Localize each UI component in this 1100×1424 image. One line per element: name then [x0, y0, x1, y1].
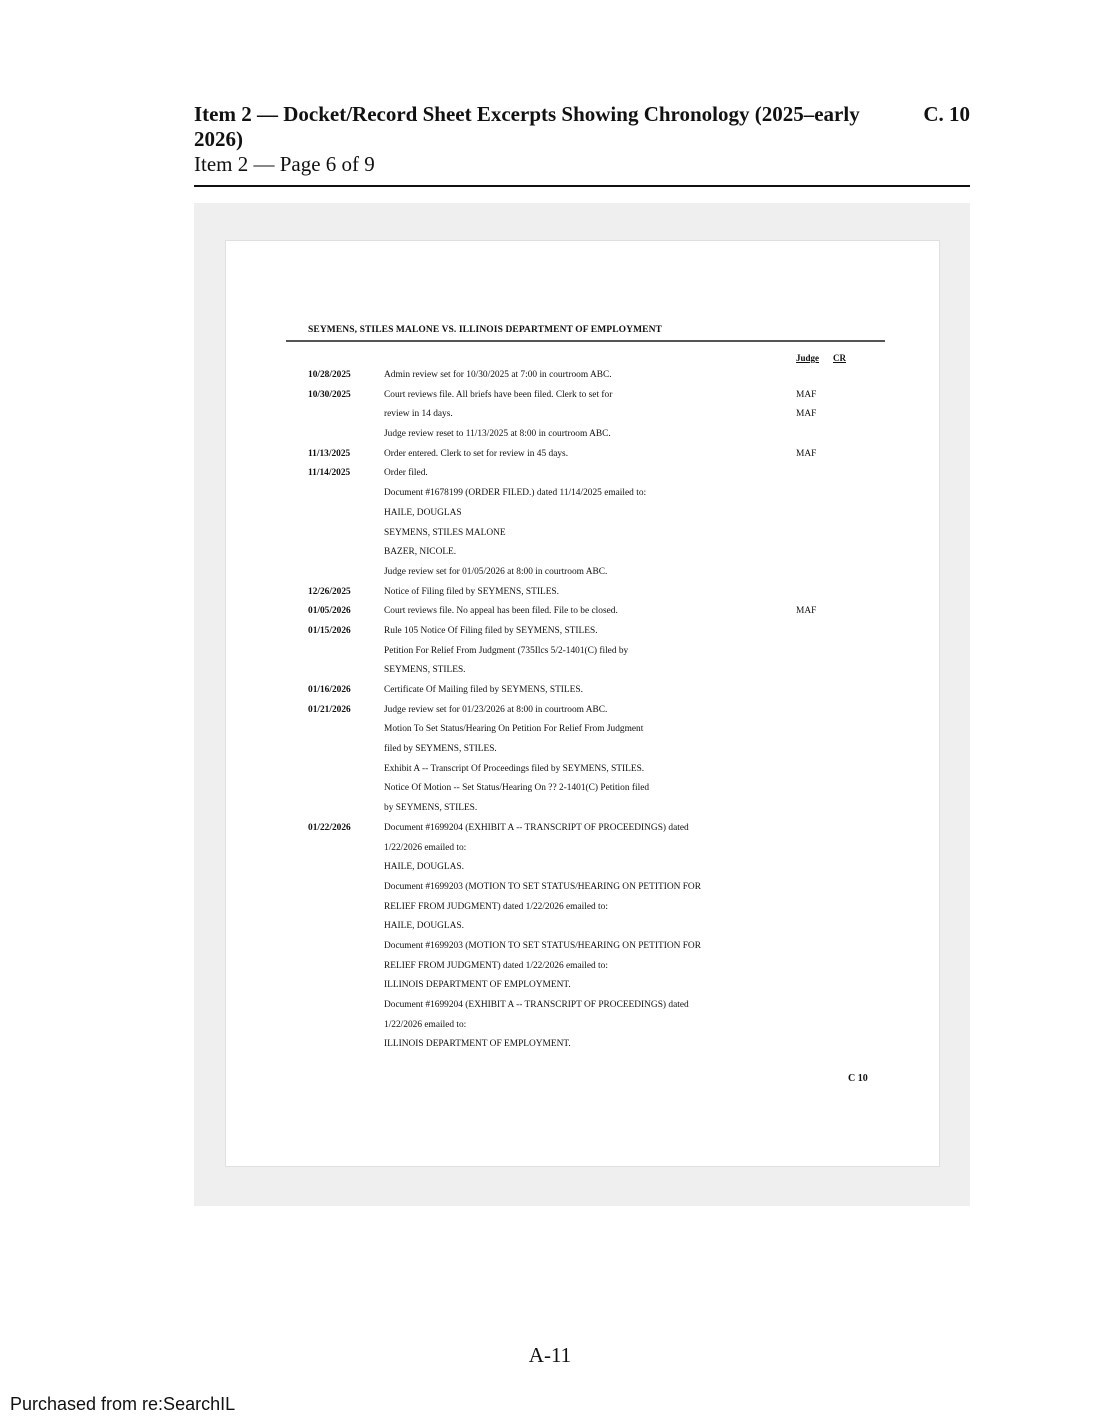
- docket-entry-text: Notice Of Motion -- Set Status/Hearing On ?? 2-1401(C) Petition filed: [384, 783, 650, 794]
- docket-judge: MAF: [796, 389, 817, 400]
- docket-date: 10/30/2025: [308, 389, 351, 400]
- docket-line: [308, 802, 928, 822]
- document-header: [194, 102, 970, 177]
- docket-line: [308, 881, 928, 901]
- docket-entry-text: Judge review set for 01/23/2026 at 8:00 in courtroom ABC.: [384, 704, 608, 715]
- docket-entry-text: ILLINOIS DEPARTMENT OF EMPLOYMENT.: [384, 980, 571, 991]
- cr-column-header: CR: [833, 353, 846, 363]
- docket-date: 12/26/2025: [308, 586, 351, 597]
- docket-line: [308, 822, 928, 842]
- page-number: A-11: [528, 1343, 572, 1367]
- docket-date: 01/22/2026: [308, 822, 351, 833]
- header-row: [194, 102, 970, 152]
- docket-line: [308, 408, 928, 428]
- docket-entry-text: Rule 105 Notice Of Filing filed by SEYMENS, STILES.: [384, 625, 598, 636]
- docket-entry-text: Exhibit A -- Transcript Of Proceedings filed by SEYMENS, STILES.: [384, 763, 645, 774]
- docket-line: [308, 625, 928, 645]
- caption-rule: [286, 340, 885, 342]
- docket-entry-text: RELIEF FROM JUDGMENT) dated 1/22/2026 emailed to:: [384, 901, 608, 912]
- docket-entry-text: 1/22/2026 emailed to:: [384, 1019, 467, 1030]
- sheet-page-mark: C 10: [848, 1073, 868, 1084]
- case-caption: SEYMENS, STILES MALONE VS. ILLINOIS DEPARTMENT OF EMPLOYMENT: [308, 325, 662, 335]
- docket-line: [308, 861, 928, 881]
- docket-line: [308, 842, 928, 862]
- docket-sheet: [226, 241, 939, 1166]
- document-title: Item 2 — Docket/Record Sheet Excerpts Showing Chronology (2025–early 2026): [194, 102, 860, 151]
- docket-line: [308, 664, 928, 684]
- docket-judge: MAF: [796, 606, 817, 617]
- docket-entry-text: Admin review set for 10/30/2025 at 7:00 in courtroom ABC.: [384, 370, 612, 380]
- docket-entry-text: Document #1699203 (MOTION TO SET STATUS/HEARING ON PETITION FOR: [384, 881, 701, 892]
- docket-line: [308, 684, 928, 704]
- docket-entry-text: Order entered. Clerk to set for review in 45 days.: [384, 448, 569, 459]
- docket-entry-text: Judge review reset to 11/13/2025 at 8:00 in courtroom ABC.: [384, 429, 611, 440]
- docket-line: [308, 487, 928, 507]
- docket-entry-text: ILLINOIS DEPARTMENT OF EMPLOYMENT.: [384, 1039, 571, 1050]
- docket-entry-text: Document #1678199 (ORDER FILED.) dated 11/14/2025 emailed to:: [384, 488, 647, 499]
- docket-entry-text: filed by SEYMENS, STILES.: [384, 744, 497, 755]
- docket-entry-text: 1/22/2026 emailed to:: [384, 842, 467, 853]
- docket-entries: [308, 369, 928, 1058]
- docket-line: [308, 586, 928, 606]
- docket-line: [308, 940, 928, 960]
- docket-date: 01/15/2026: [308, 625, 351, 636]
- docket-date: 01/05/2026: [308, 606, 351, 617]
- docket-line: [308, 448, 928, 468]
- page-subtitle: Item 2 — Page 6 of 9: [194, 152, 375, 176]
- docket-line: [308, 389, 928, 409]
- docket-line: [308, 546, 928, 566]
- docket-entry-text: review in 14 days.: [384, 409, 453, 420]
- docket-line: [308, 645, 928, 665]
- docket-line: [308, 605, 928, 625]
- docket-line: [308, 763, 928, 783]
- docket-entry-text: Document #1699204 (EXHIBIT A -- TRANSCRIPT OF PROCEEDINGS) dated: [384, 822, 689, 833]
- docket-entry-text: BAZER, NICOLE.: [384, 547, 457, 558]
- docket-line: [308, 723, 928, 743]
- c-number: C. 10: [923, 102, 970, 126]
- docket-line: [308, 566, 928, 586]
- docket-date: 01/16/2026: [308, 685, 351, 695]
- docket-line: [308, 920, 928, 940]
- docket-entry-text: HAILE, DOUGLAS: [384, 507, 462, 518]
- docket-entry-text: Petition For Relief From Judgment (735Ilcs 5/2-1401(C) filed by: [384, 645, 629, 656]
- docket-entry-text: Document #1699203 (MOTION TO SET STATUS/HEARING ON PETITION FOR: [384, 940, 701, 951]
- docket-entry-text: by SEYMENS, STILES.: [384, 803, 478, 814]
- docket-line: [308, 782, 928, 802]
- docket-judge: MAF: [796, 448, 817, 459]
- docket-entry-text: SEYMENS, STILES MALONE: [384, 527, 506, 538]
- docket-line: [308, 467, 928, 487]
- docket-entry-text: HAILE, DOUGLAS.: [384, 862, 464, 873]
- docket-entry-text: RELIEF FROM JUDGMENT) dated 1/22/2026 emailed to:: [384, 960, 608, 971]
- docket-entry-text: Judge review set for 01/05/2026 at 8:00 in courtroom ABC.: [384, 566, 608, 577]
- docket-line: [308, 1019, 928, 1039]
- docket-entry-text: Motion To Set Status/Hearing On Petition For Relief From Judgment: [384, 724, 644, 735]
- docket-line: [308, 369, 928, 389]
- judge-column-header: Judge: [796, 353, 820, 363]
- docket-line: [308, 979, 928, 999]
- docket-line: [308, 507, 928, 527]
- docket-entry-text: Document #1699204 (EXHIBIT A -- TRANSCRIPT OF PROCEEDINGS) dated: [384, 1000, 689, 1010]
- footer-note: Purchased from re:SearchIL: [10, 1394, 236, 1414]
- docket-line: [308, 960, 928, 980]
- docket-line: [308, 428, 928, 448]
- docket-date: 11/13/2025: [308, 448, 351, 459]
- docket-judge: MAF: [796, 409, 817, 420]
- docket-date: 10/28/2025: [308, 370, 351, 380]
- docket-entry-text: Certificate Of Mailing filed by SEYMENS, STILES.: [384, 685, 583, 695]
- docket-line: [308, 527, 928, 547]
- docket-entry-text: Order filed.: [384, 468, 428, 479]
- docket-date: 11/14/2025: [308, 468, 351, 479]
- header-rule: [194, 185, 970, 187]
- docket-entry-text: Court reviews file. No appeal has been filed. File to be closed.: [384, 606, 618, 617]
- docket-line: [308, 704, 928, 724]
- docket-line: [308, 743, 928, 763]
- docket-line: [308, 901, 928, 921]
- docket-entry-text: SEYMENS, STILES.: [384, 665, 466, 676]
- docket-date: 01/21/2026: [308, 704, 351, 715]
- docket-entry-text: HAILE, DOUGLAS.: [384, 921, 464, 932]
- docket-entry-text: Notice of Filing filed by SEYMENS, STILES.: [384, 586, 559, 597]
- docket-line: [308, 1038, 928, 1058]
- docket-line: [308, 999, 928, 1019]
- docket-entry-text: Court reviews file. All briefs have been filed. Clerk to set for: [384, 389, 613, 400]
